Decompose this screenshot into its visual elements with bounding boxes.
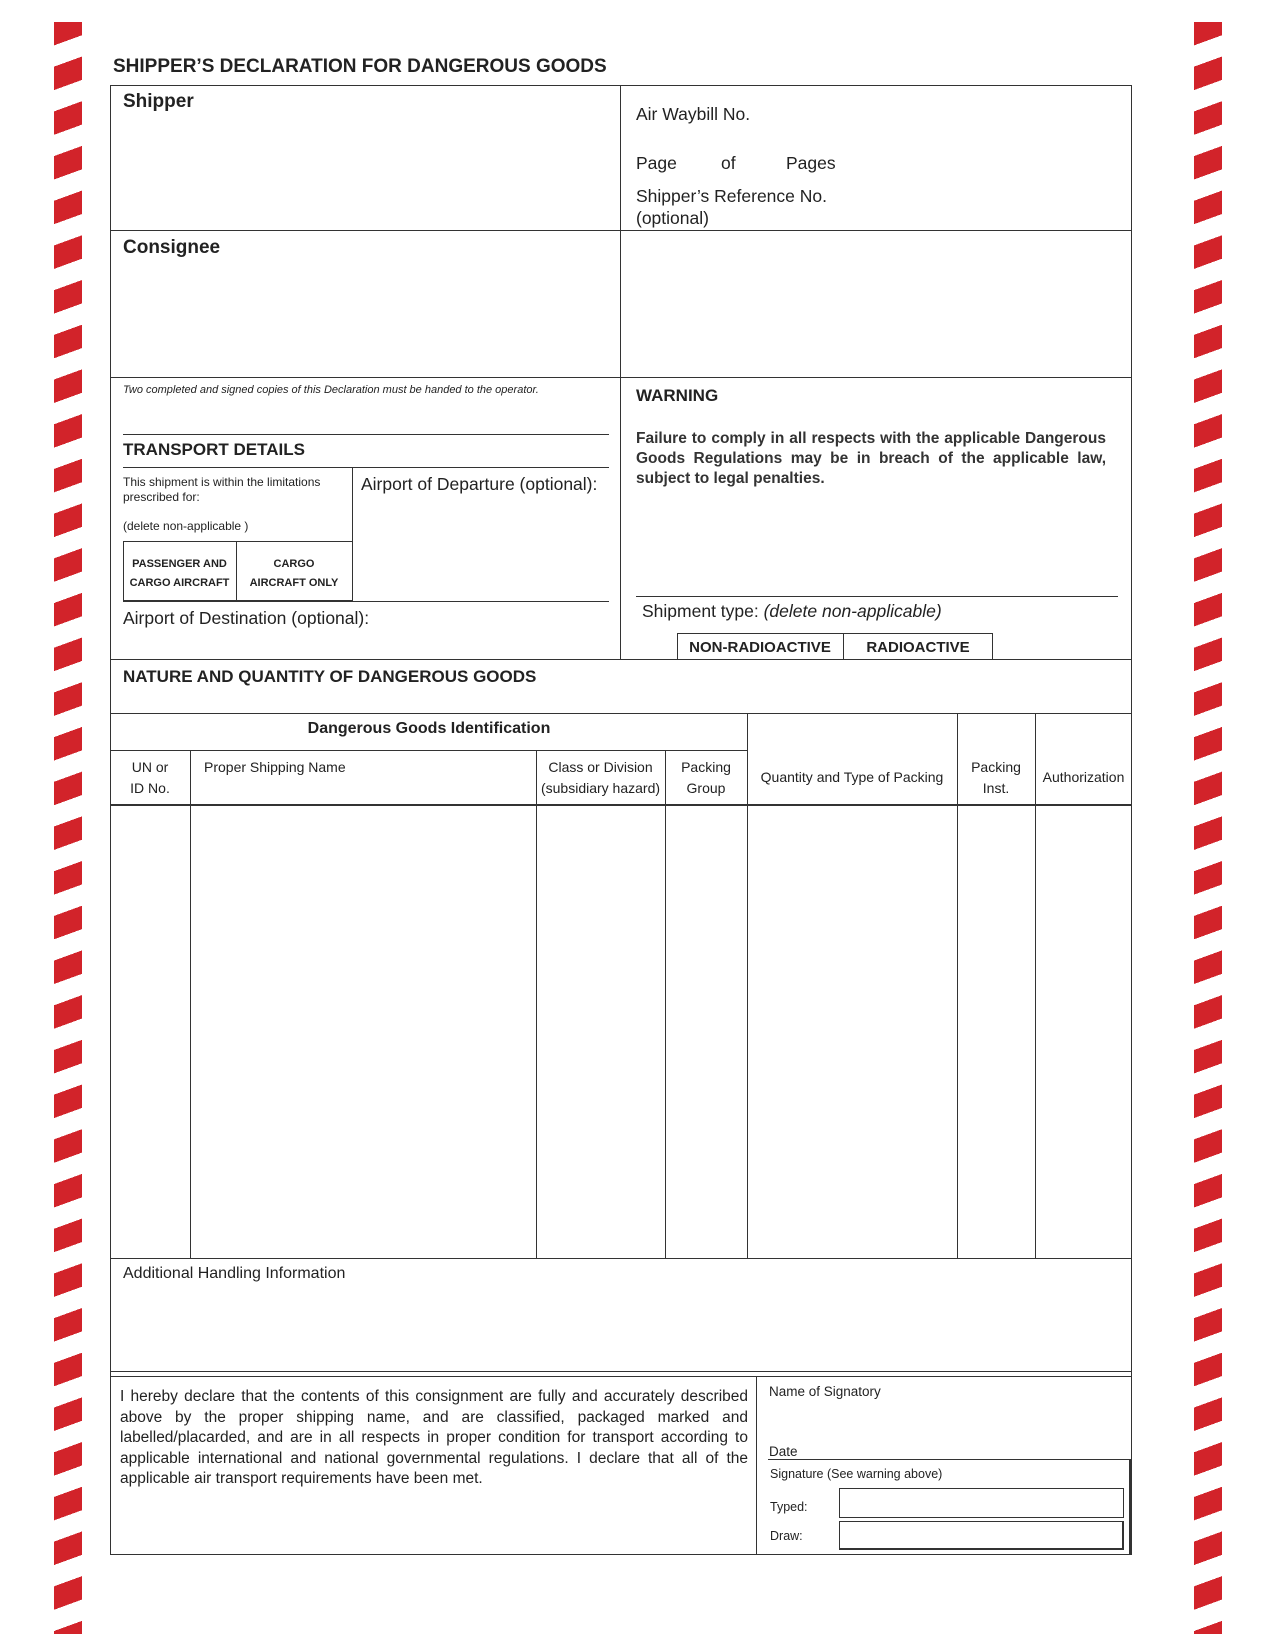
option-radioactive[interactable]: RADIOACTIVE bbox=[866, 639, 970, 656]
shipper-reference-optional: (optional) bbox=[636, 208, 709, 228]
col-header-pi-line1: Packing bbox=[971, 759, 1021, 775]
divider-table-bottom bbox=[110, 1258, 1132, 1259]
col-header-un bbox=[110, 757, 190, 799]
pages-label: Pages bbox=[786, 153, 836, 173]
col-header-pg-line1: Packing bbox=[681, 759, 731, 775]
option-cargo-aircraft-only[interactable] bbox=[236, 555, 352, 593]
divider-table-top bbox=[110, 713, 1132, 714]
delete-non-applicable-note: (delete non-applicable ) bbox=[123, 519, 249, 533]
transport-details-heading: TRANSPORT DETAILS bbox=[123, 440, 305, 459]
col-header-packing-inst bbox=[957, 757, 1035, 799]
consignee-label: Consignee bbox=[123, 237, 221, 258]
option-passenger-line2: CARGO AIRCRAFT bbox=[129, 577, 230, 589]
shipment-type-text: Shipment type: bbox=[642, 601, 759, 621]
col-header-proper-shipping-name: Proper Shipping Name bbox=[204, 759, 346, 775]
divider-shipper-consignee bbox=[110, 230, 1132, 231]
divider-consignee-bottom bbox=[110, 377, 1132, 378]
option-non-radioactive[interactable]: NON-RADIOACTIVE bbox=[689, 639, 831, 656]
consignee-field[interactable] bbox=[111, 264, 619, 374]
shipment-type-label bbox=[642, 601, 942, 622]
option-passenger-line1: PASSENGER AND bbox=[132, 558, 227, 570]
col-header-pi-line2: Inst. bbox=[982, 780, 1010, 796]
name-of-signatory-label: Name of Signatory bbox=[769, 1384, 881, 1399]
divider-dg-identification bbox=[110, 750, 748, 751]
warning-heading: WARNING bbox=[636, 386, 719, 405]
limitation-text-line2: prescribed for: bbox=[123, 490, 200, 504]
col-header-un-line1: UN or bbox=[131, 759, 169, 775]
typed-signature-input[interactable] bbox=[839, 1488, 1124, 1518]
warning-text: Failure to comply in all respects with the applicable Dangerous Goods Regulations may be in breach of the applicable law, subject to legal penalties. bbox=[636, 430, 1106, 487]
col-header-authorization: Authorization bbox=[1042, 769, 1125, 785]
signature-label: Signature (See warning above) bbox=[770, 1467, 943, 1481]
divider-declaration-top-2 bbox=[110, 1376, 1132, 1377]
air-waybill-label: Air Waybill No. bbox=[636, 104, 751, 124]
of-label: of bbox=[721, 153, 736, 173]
divider-declaration-mid bbox=[756, 1376, 757, 1555]
divider-declaration-top-1 bbox=[110, 1371, 1132, 1372]
shipper-label: Shipper bbox=[123, 91, 194, 112]
typed-label: Typed: bbox=[770, 1500, 808, 1514]
dg-identification-heading: Dangerous Goods Identification bbox=[307, 720, 551, 737]
shipper-field[interactable] bbox=[111, 120, 619, 228]
additional-handling-label: Additional Handling Information bbox=[123, 1265, 346, 1282]
divider-transport-heading bbox=[123, 467, 609, 468]
draw-label: Draw: bbox=[770, 1529, 803, 1543]
signature-section-right-edge bbox=[1129, 1459, 1131, 1555]
airport-of-destination-label: Airport of Destination (optional): bbox=[123, 608, 370, 628]
copies-note: Two completed and signed copies of this Declaration must be handed to the operator. bbox=[123, 384, 539, 396]
divider-shipment-type bbox=[636, 596, 1118, 597]
hazard-border-left bbox=[54, 22, 82, 1634]
page-label: Page bbox=[636, 153, 677, 173]
airport-of-departure-label: Airport of Departure (optional): bbox=[361, 474, 598, 494]
declaration-text: I hereby declare that the contents of this consignment are fully and accurately described above by the proper shipping name, and are classified, packaged marked and labelled/placarded, and are in all respects in proper condition for transport according to applicable international and national governmental regulations. I declare that all of the applicable air transport requirements have been met. bbox=[120, 1388, 748, 1487]
option-passenger-and-cargo-aircraft[interactable] bbox=[123, 555, 236, 593]
divider-vertical-top bbox=[620, 85, 621, 659]
divider-table-header-bottom bbox=[110, 804, 1132, 806]
nature-heading: NATURE AND QUANTITY OF DANGEROUS GOODS bbox=[123, 667, 537, 686]
limitation-text-line1: This shipment is within the limitations bbox=[123, 475, 321, 489]
date-label: Date bbox=[769, 1444, 798, 1459]
additional-handling-field[interactable] bbox=[111, 1288, 1131, 1368]
form-title: SHIPPER’S DECLARATION FOR DANGEROUS GOODS bbox=[113, 56, 607, 77]
divider-nature-top bbox=[110, 659, 1132, 660]
dangerous-goods-table-body[interactable] bbox=[111, 807, 1131, 1257]
divider-transport-top bbox=[123, 434, 609, 435]
col-header-quantity-type: Quantity and Type of Packing bbox=[760, 769, 944, 785]
divider-destination-top bbox=[123, 601, 609, 602]
draw-signature-input[interactable] bbox=[839, 1521, 1124, 1550]
col-header-class-line1: Class or Division bbox=[548, 759, 653, 775]
col-header-class bbox=[536, 757, 665, 799]
col-header-class-line2: (subsidiary hazard) bbox=[540, 780, 661, 796]
col-header-packing-group bbox=[665, 757, 747, 799]
shipper-reference-label: Shipper’s Reference No. bbox=[636, 186, 827, 206]
col-header-pg-line2: Group bbox=[686, 780, 726, 796]
shipment-type-note: (delete non-applicable) bbox=[763, 601, 942, 621]
option-cargo-line1: CARGO bbox=[273, 558, 315, 570]
option-cargo-line2: AIRCRAFT ONLY bbox=[249, 577, 339, 589]
col-header-un-line2: ID No. bbox=[130, 780, 170, 796]
hazard-border-right bbox=[1194, 22, 1222, 1634]
